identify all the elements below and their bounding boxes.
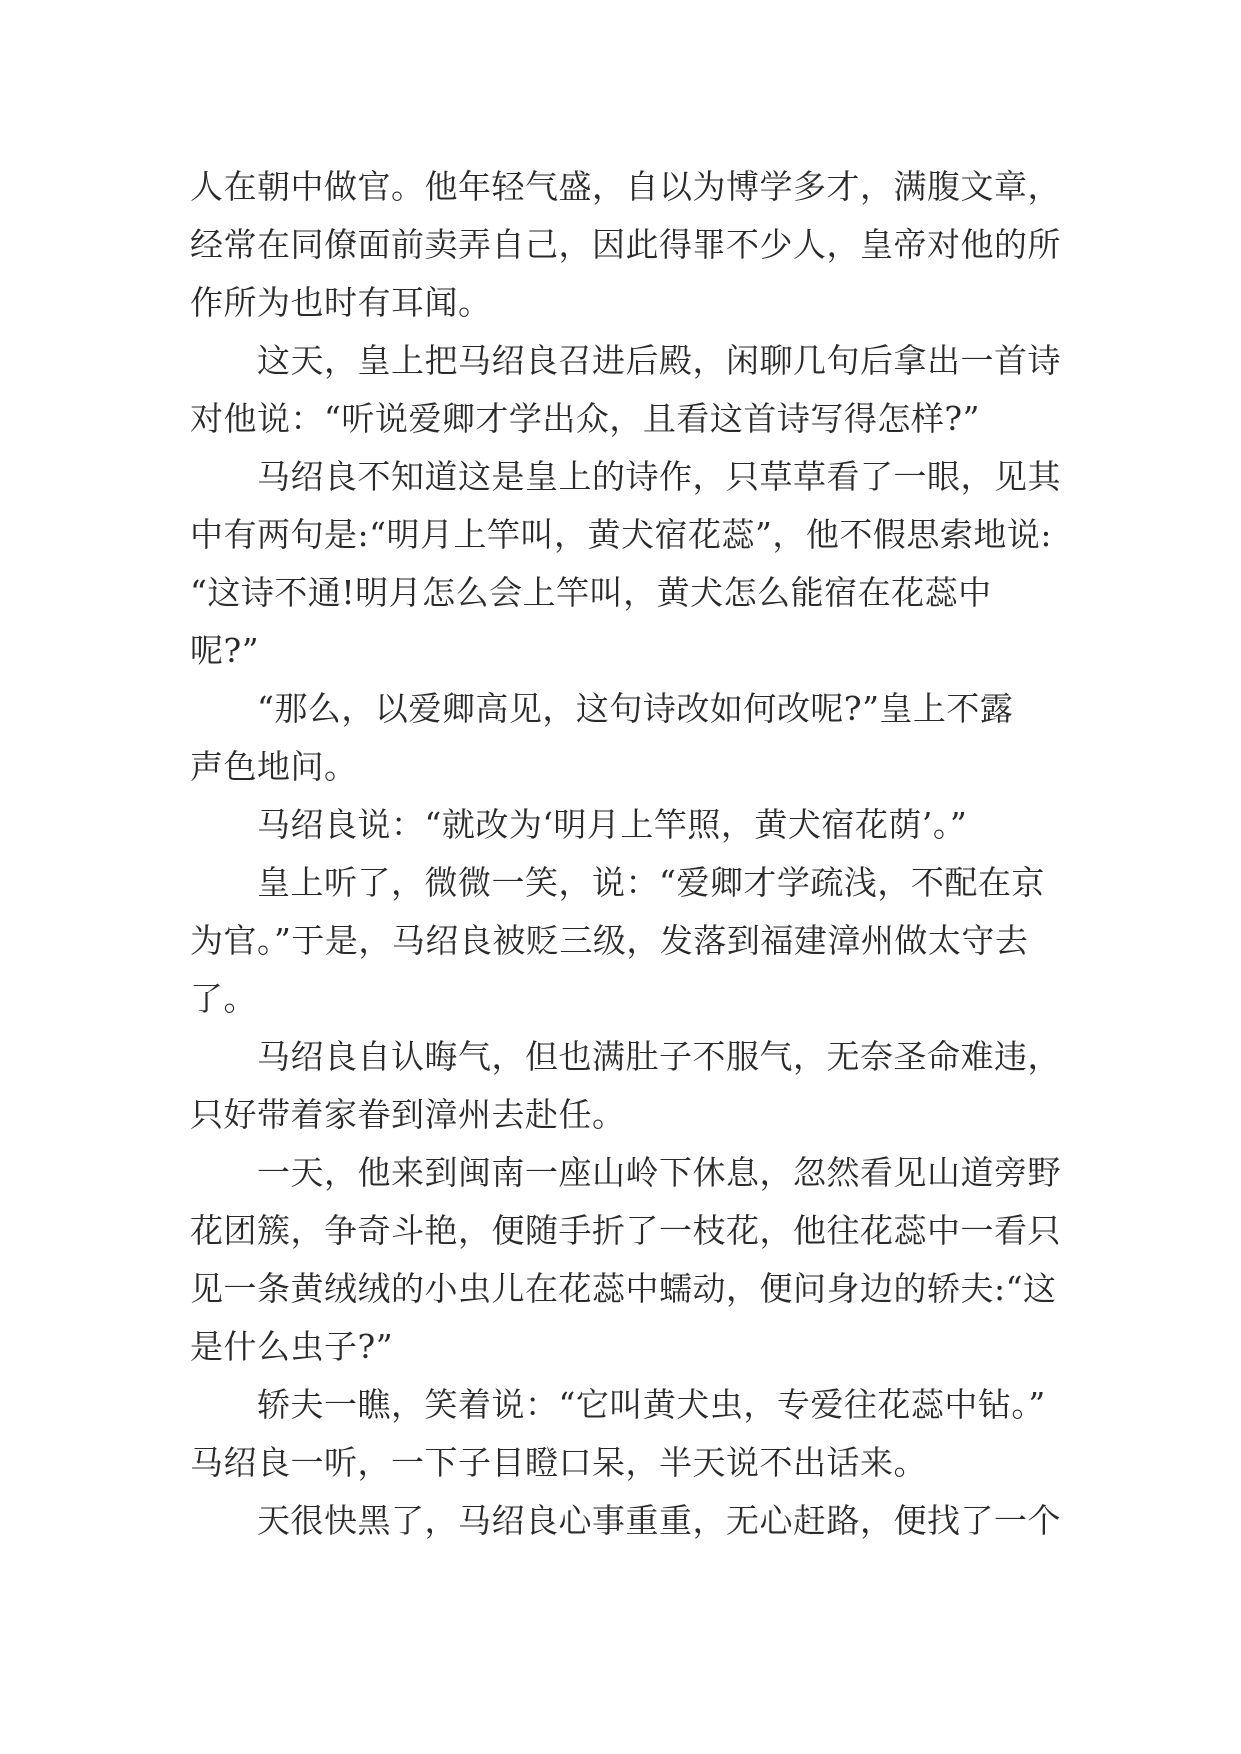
text-line: 声色地问。	[190, 747, 358, 786]
body-text	[190, 158, 1061, 1550]
text-line: 这天，皇上把马绍良召进后殿，闲聊几句后拿出一首诗	[190, 341, 1061, 380]
text-line: 见一条黄绒绒的小虫儿在花蕊中蠕动，便问身边的轿夫:“这	[190, 1269, 1057, 1308]
text-line: 人在朝中做官。他年轻气盛，自以为博学多才，满腹文章，	[190, 167, 1061, 206]
text-line: 对他说：“听说爱卿才学出众，且看这首诗写得怎样?”	[190, 399, 980, 438]
text-line: 中有两句是:“明月上竿叫，黄犬宿花蕊”，他不假思索地说:	[190, 515, 1052, 554]
text-line: 作所为也时有耳闻。	[190, 283, 492, 322]
text-line: 花团簇，争奇斗艳，便随手折了一枝花，他往花蕊中一看只	[190, 1211, 1061, 1250]
text-line: 皇上听了，微微一笑，说：“爱卿才学疏浅，不配在京	[190, 863, 1045, 902]
text-line: 马绍良自认晦气，但也满肚子不服气，无奈圣命难违，	[190, 1037, 1061, 1076]
text-line: 呢?”	[190, 631, 260, 670]
text-line: 一天，他来到闽南一座山岭下休息，忽然看见山道旁野	[190, 1153, 1061, 1192]
text-line: 马绍良说：“就改为‘明月上竿照，黄犬宿花荫’。”	[190, 805, 968, 844]
text-line: 轿夫一瞧，笑着说：“它叫黄犬虫，专爱往花蕊中钻。”	[190, 1385, 1046, 1424]
text-line: 马绍良一听，一下子目瞪口呆，半天说不出话来。	[190, 1443, 927, 1482]
text-line: 是什么虫子?”	[190, 1327, 394, 1366]
text-line: “那么，以爱卿高见，这句诗改如何改呢?”皇上不露	[190, 689, 1014, 728]
text-line: 经常在同僚面前卖弄自己，因此得罪不少人，皇帝对他的所	[190, 225, 1061, 264]
text-line: 了。	[190, 979, 257, 1018]
text-line: 天很快黑了，马绍良心事重重，无心赶路，便找了一个	[190, 1501, 1061, 1540]
text-line: 为官。”于是，马绍良被贬三级，发落到福建漳州做太守去	[190, 921, 1029, 960]
text-line: 马绍良不知道这是皇上的诗作，只草草看了一眼，见其	[190, 457, 1061, 496]
text-line: “这诗不通!明月怎么会上竿叫，黄犬怎么能宿在花蕊中	[190, 573, 992, 612]
text-line: 只好带着家眷到漳州去赴任。	[190, 1095, 626, 1134]
